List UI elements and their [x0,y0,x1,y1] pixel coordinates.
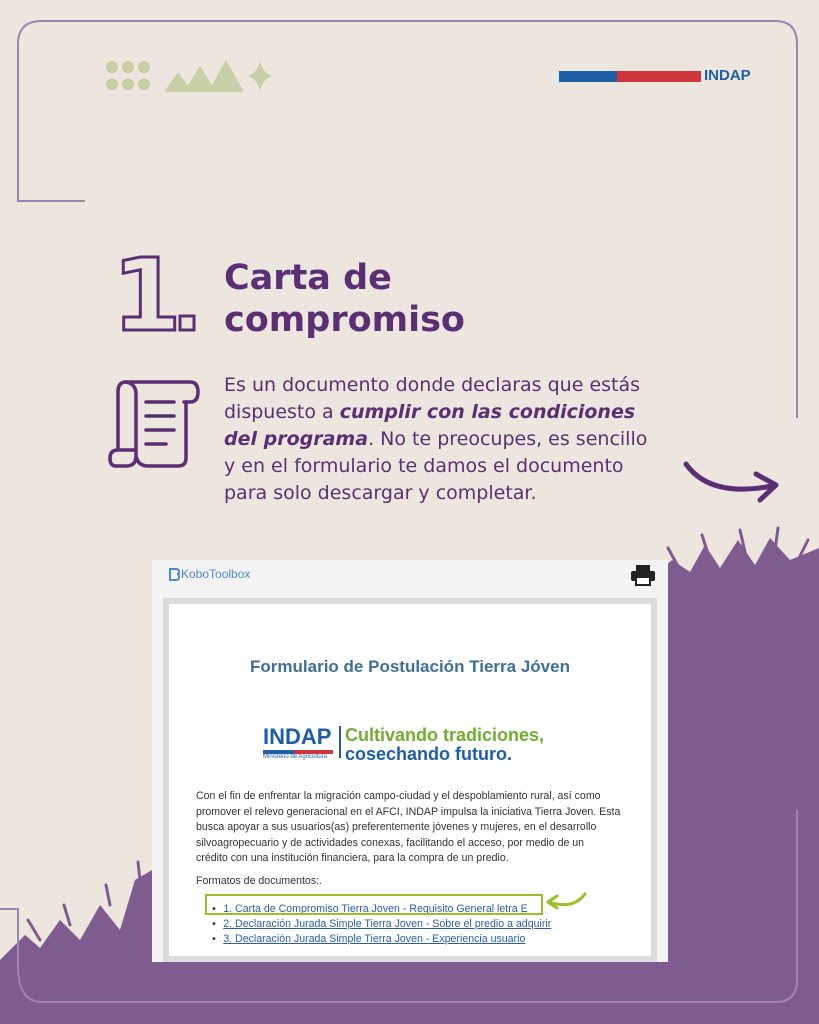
list-item: • 3. Declaración Jurada Simple Tierra Joven - Experiencia usuario [211,933,526,945]
form-title: Formulario de Postulación Tierra Jóven [250,657,570,676]
formats-label: Formatos de documentos:. [196,875,323,887]
description-line3-plain: . No te preocupes, es sencillo [368,428,648,450]
description-line2-bold: cumplir con las condiciones [339,401,636,423]
slogan-line1: Cultivando tradiciones, [345,725,545,745]
print-icon[interactable] [630,563,656,587]
indap-logo-sub: Ministerio de Agricultura [263,754,328,760]
intro-line: silvoagropecuario y de actividades conexas, facilitando el acceso, por medio de un [196,836,585,849]
description-line2-plain: dispuesto a [224,401,340,423]
intro-line: promover el relevo generacional en el AFCI, INDAP impulsa la iniciativa Tierra Joven. Esta [196,805,621,818]
brand-name: INDAP [704,67,751,84]
description-line5: para solo descargar y completar. [224,482,537,504]
intro-line: Con el fin de enfrentar la migración campo-ciudad y el despoblamiento rural, así como [196,790,601,802]
description-line3-bold: del programa [224,428,369,450]
slogan-line2: cosechando futuro. [345,744,513,764]
slogan [345,726,544,764]
indap-logo-text: INDAP [263,724,332,749]
list-item: • 1. Carta de Compromiso Tierra Joven - Requisito General letra E [211,903,528,915]
highlight-arrow-icon [543,890,593,914]
indap-logo [263,724,343,764]
highlight-box [205,894,543,915]
svg-text:1: 1 [112,250,182,340]
description-line4: y en el formulario te damos el documento [224,455,624,477]
form-screenshot [152,560,668,962]
page-title-line2: compromiso [224,300,465,340]
kobo-logo-icon [168,567,180,581]
description-line1: Es un documento donde declaras que estás [224,374,641,396]
logo-divider [339,726,341,758]
document-link-1[interactable]: 1. Carta de Compromiso Tierra Joven - Requisito General letra E [223,903,528,915]
intro-line: busca apoyar a sus usuarios(as) preferentemente jóvenes y mujeres, en el desarrollo [196,821,597,833]
kobo-app-name: KoboToolbox [181,567,251,581]
document-link-2[interactable]: 2. Declaración Jurada Simple Tierra Joven - Sobre el predio a adquirir [223,918,552,930]
intro-line: crédito con una institución financiera, para la compra de un predio. [196,852,509,864]
form-page [163,598,657,962]
list-item: • 2. Declaración Jurada Simple Tierra Joven - Sobre el predio a adquirir [211,918,552,930]
page-title-line1: Carta de [224,258,392,298]
intro-paragraph [196,789,636,867]
document-link-3[interactable]: 3. Declaración Jurada Simple Tierra Joven - Experiencia usuario [223,933,526,945]
